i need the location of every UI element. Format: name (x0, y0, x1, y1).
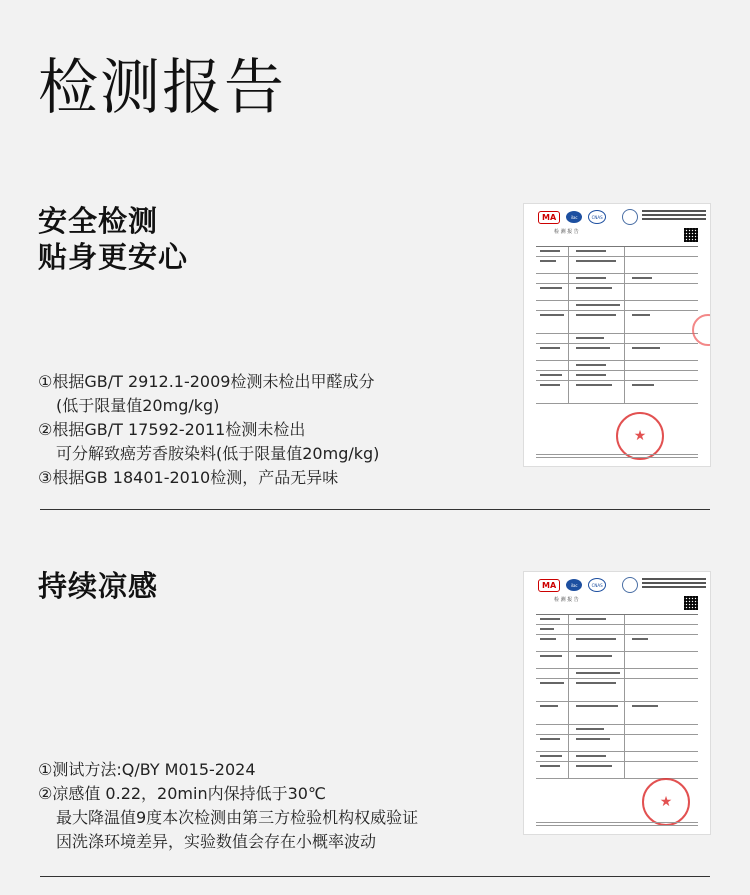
institution-name-lines (642, 578, 706, 590)
institution-seal-icon (622, 577, 638, 593)
cnas-logo: CNAS (588, 210, 606, 224)
list-item: ②根据GB/T 17592-2011检测未检出 (38, 420, 306, 439)
certification-logos (538, 577, 638, 593)
qr-code-icon (684, 228, 698, 242)
list-item: ①测试方法:Q/BY M015-2024 (38, 760, 256, 779)
test-report-image-2 (524, 572, 710, 834)
red-stamp-icon: ★ (616, 412, 664, 460)
cnas-logo: CNAS (588, 578, 606, 592)
section1-list (38, 370, 379, 490)
report-title: 检 测 报 告 (554, 229, 579, 235)
ma-logo: MA (538, 579, 560, 592)
list-item: 可分解致癌芳香胺染料(低于限量值20mg/kg) (56, 444, 380, 463)
section2-list (38, 758, 418, 854)
list-item: 最大降温值9度本次检测由第三方检验机构权威验证 (56, 808, 419, 827)
ma-logo: MA (538, 211, 560, 224)
report-table (536, 614, 698, 779)
divider (40, 509, 710, 510)
ilac-logo: ilac (566, 579, 582, 591)
section1-heading-line2: 贴身更安心 (38, 240, 189, 274)
report-title: 检 测 报 告 (554, 597, 579, 603)
list-item: ①根据GB/T 2912.1-2009检测未检出甲醛成分 (38, 372, 375, 391)
report-footer (536, 820, 698, 826)
qr-code-icon (684, 596, 698, 610)
list-item: (低于限量值20mg/kg) (56, 396, 220, 415)
ilac-logo: ilac (566, 211, 582, 223)
report-table (536, 246, 698, 404)
red-stamp-icon: ★ (642, 778, 690, 826)
list-item: ③根据GB 18401-2010检测，产品无异味 (38, 468, 339, 487)
divider (40, 876, 710, 877)
institution-name-lines (642, 210, 706, 222)
report-footer (536, 452, 698, 458)
list-item: ②凉感值 0.22，20min内保持低于30℃ (38, 784, 326, 803)
institution-seal-icon (622, 209, 638, 225)
section2-heading: 持续凉感 (38, 569, 159, 603)
list-item: 因洗涤环境差异，实验数值会存在小概率波动 (56, 832, 377, 851)
page-title: 检测报告 (38, 53, 286, 123)
section1-heading-line1: 安全检测 (38, 204, 159, 238)
certification-logos (538, 209, 638, 225)
test-report-image-1 (524, 204, 710, 466)
